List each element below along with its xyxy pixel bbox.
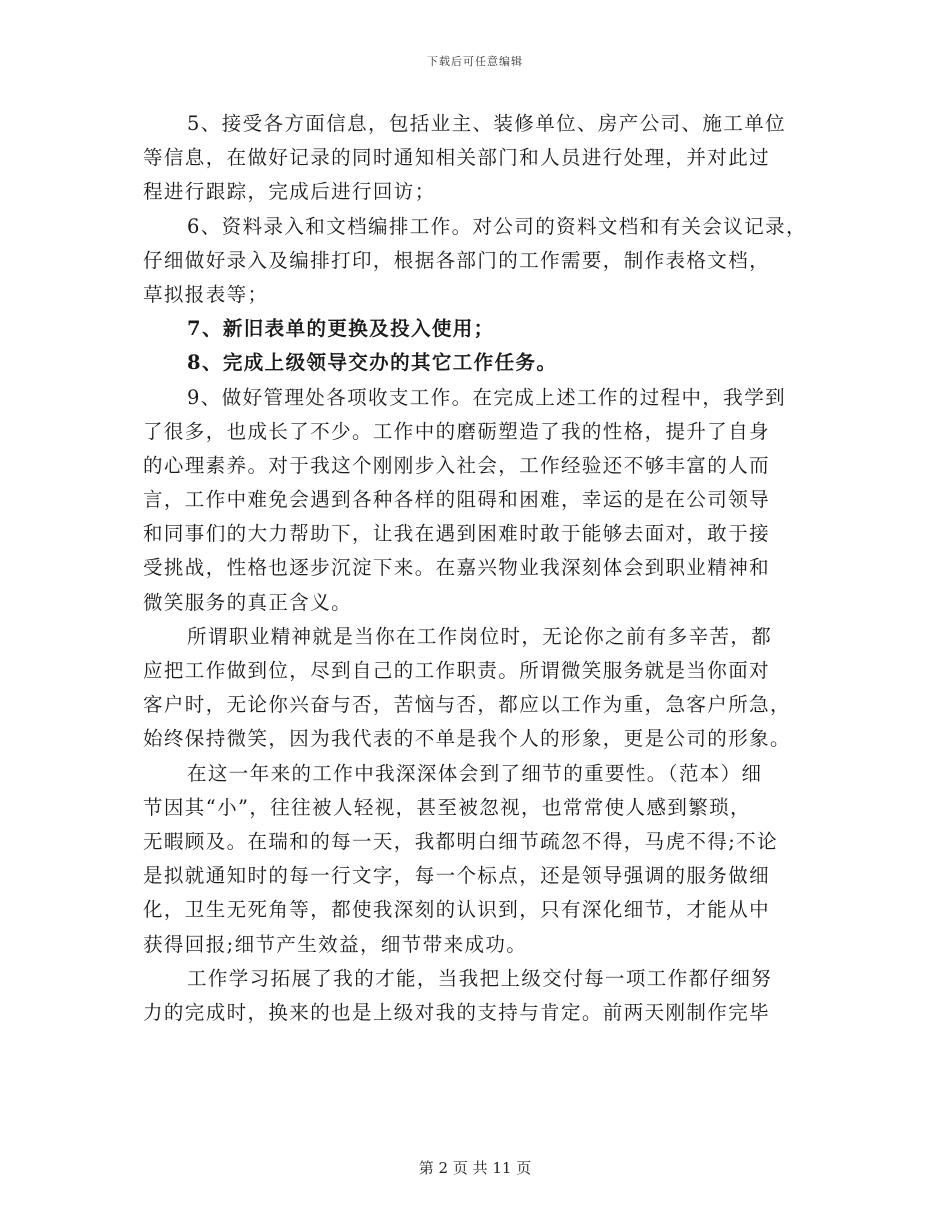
text-line: 5、接受各方面信息，包括业主、装修单位、房产公司、施工单位 xyxy=(187,112,787,135)
text-line: 力的完成时，换来的也是上级对我的支持与肯定。前两天刚制作完毕 xyxy=(143,1000,771,1024)
text-line: 节因其“小”，往往被人轻视，甚至被忽视，也常常使人感到繁琐， xyxy=(143,795,751,819)
text-line: 化，卫生无死角等，都使我深刻的认识到，只有深化细节，才能从中 xyxy=(143,898,771,922)
text-line: 6、资料录入和文档编排工作。对公司的资料文档和有关会议记录， xyxy=(187,214,807,238)
text-line: 始终保持微笑，因为我代表的不单是我个人的形象，更是公司的形象。 xyxy=(143,727,791,751)
page-header-note: 下载后可任意编辑 xyxy=(427,55,523,68)
text-line: 仔细做好录入及编排打印，根据各部门的工作需要，制作表格文档， xyxy=(143,248,771,272)
text-line: 无暇顾及。在瑞和的每一天，我都明白细节疏忽不得，马虎不得;不论 xyxy=(143,829,778,853)
page-number-footer: 第 2 页 共 11 页 xyxy=(418,1159,532,1177)
text-line: 是拟就通知时的每一行文字，每一个标点，还是领导强调的服务做细 xyxy=(143,864,771,888)
text-line: 受挑战，性格也逐步沉淀下来。在嘉兴物业我深刻体会到职业精神和 xyxy=(143,556,771,580)
text-line: 言，工作中难免会遇到各种各样的阻碍和困难，幸运的是在公司领导 xyxy=(143,488,771,512)
text-line: 等信息，在做好记录的同时通知相关部门和人员进行处理，并对此过 xyxy=(143,146,771,170)
text-line: 草拟报表等； xyxy=(143,282,269,306)
text-line: 应把工作做到位，尽到自己的工作职责。所谓微笑服务就是当你面对 xyxy=(143,659,771,682)
text-line: 9、做好管理处各项收支工作。在完成上述工作的过程中，我学到 xyxy=(187,385,787,409)
text-line: 的心理素养。对于我这个刚刚步入社会，工作经验还不够丰富的人而 xyxy=(143,453,771,477)
text-line: 在这一年来的工作中我深深体会到了细节的重要性。（范本）细 xyxy=(187,761,763,785)
text-line: 了很多，也成长了不少。工作中的磨砺塑造了我的性格，提升了自身 xyxy=(143,419,771,443)
text-line: 微笑服务的真正含义。 xyxy=(143,590,353,614)
text-line: 8、完成上级领导交办的其它工作任务。 xyxy=(187,351,558,375)
text-line: 程进行跟踪，完成后进行回访； xyxy=(143,180,436,204)
document-body xyxy=(143,107,823,1030)
text-line: 工作学习拓展了我的才能，当我把上级交付每一项工作都仔细努 xyxy=(187,966,773,990)
text-line: 7、新旧表单的更换及投入使用； xyxy=(187,317,495,341)
text-line: 所谓职业精神就是当你在工作岗位时，无论你之前有多辛苦，都 xyxy=(187,624,773,648)
text-line: 客户时，无论你兴奋与否，苦恼与否，都应以工作为重，急客户所急， xyxy=(143,693,791,717)
text-line: 获得回报;细节产生效益，细节带来成功。 xyxy=(143,932,528,956)
text-line: 和同事们的大力帮助下，让我在遇到困难时敢于能够去面对，敢于接 xyxy=(143,522,771,546)
